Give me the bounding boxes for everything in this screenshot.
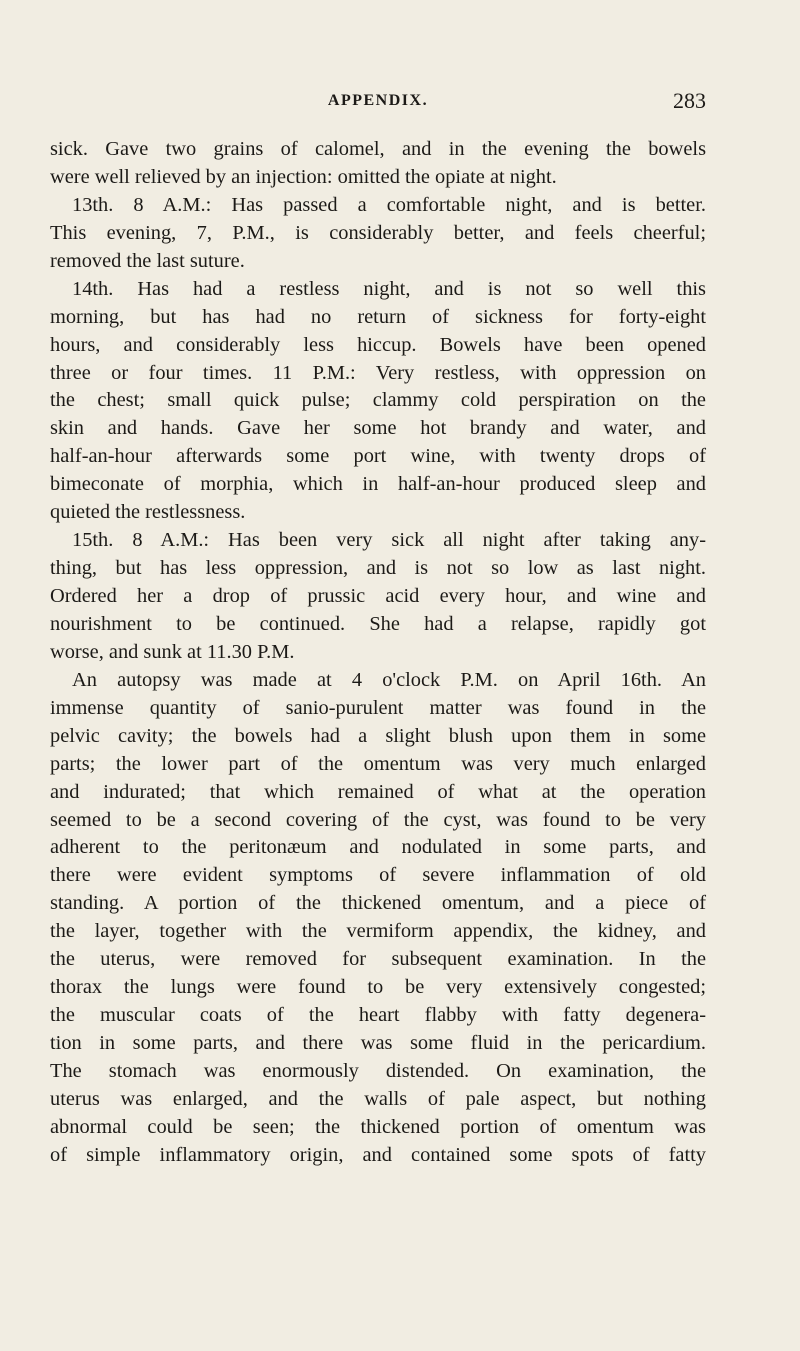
text-line: abnormal could be seen; the thickened portion of omentum was	[50, 1115, 706, 1138]
text-line: removed the last suture.	[50, 249, 245, 272]
text-line: An autopsy was made at 4 o'clock P.M. on April 16th. An	[72, 668, 706, 691]
text-line: there were evident symptoms of severe inflammation of old	[50, 864, 706, 887]
text-line: thing, but has less oppression, and is not so low as last night.	[50, 557, 706, 580]
text-line: three or four times. 11 P.M.: Very restless, with oppression on	[50, 361, 706, 384]
text-line: pelvic cavity; the bowels had a slight blush upon them in some	[50, 724, 706, 747]
text-line: the muscular coats of the heart flabby with fatty degenera-	[50, 1004, 706, 1027]
text-line: quieted the restlessness.	[50, 501, 246, 524]
text-line: 14th. Has had a restless night, and is not so well this	[72, 277, 706, 300]
running-title: APPENDIX.	[327, 92, 429, 109]
text-line: morning, but has had no return of sickness for forty-eight	[50, 305, 706, 328]
text-line: nourishment to be continued. She had a relapse, rapidly got	[50, 612, 706, 635]
text-line: the uterus, were removed for subsequent examination. In the	[50, 948, 706, 971]
text-line: the chest; small quick pulse; clammy cold perspiration on the	[50, 389, 706, 412]
running-head	[50, 88, 706, 116]
text-line: 13th. 8 A.M.: Has passed a comfortable night, and is better.	[72, 193, 706, 216]
text-line: worse, and sunk at 11.30 P.M.	[50, 640, 295, 663]
text-line: uterus was enlarged, and the walls of pale aspect, but nothing	[50, 1087, 706, 1110]
text-line: tion in some parts, and there was some fluid in the pericardium.	[50, 1032, 706, 1054]
text-line: adherent to the peritonæum and nodulated in some parts, and	[50, 836, 706, 859]
text-line: standing. A portion of the thickened omentum, and a piece of	[50, 892, 706, 915]
text-line: hours, and considerably less hiccup. Bowels have been opened	[50, 333, 706, 356]
text-line: This evening, 7, P.M., is considerably better, and feels cheerful;	[50, 221, 706, 244]
body-text	[50, 136, 706, 1170]
text-line: seemed to be a second covering of the cyst, was found to be very	[50, 808, 706, 831]
text-line: immense quantity of sanio-purulent matter was found in the	[50, 696, 706, 719]
text-line: of simple inflammatory origin, and contained some spots of fatty	[50, 1143, 706, 1166]
text-line: sick. Gave two grains of calomel, and in the evening the bowels	[50, 138, 706, 160]
text-line: bimeconate of morphia, which in half-an-hour produced sleep and	[50, 473, 706, 496]
text-line: half-an-hour afterwards some port wine, with twenty drops of	[50, 445, 706, 468]
page-number: 283	[673, 88, 706, 113]
text-line: 15th. 8 A.M.: Has been very sick all night after taking any-	[72, 529, 706, 552]
text-line: the layer, together with the vermiform appendix, the kidney, and	[50, 920, 706, 943]
text-line: Ordered her a drop of prussic acid every hour, and wine and	[50, 585, 706, 607]
text-line: The stomach was enormously distended. On examination, the	[50, 1059, 706, 1082]
text-line: thorax the lungs were found to be very extensively congested;	[50, 976, 706, 999]
text-line: parts; the lower part of the omentum was very much enlarged	[50, 752, 706, 775]
text-line: and indurated; that which remained of what at the operation	[50, 780, 706, 803]
text-line: were well relieved by an injection: omitted the opiate at night.	[50, 165, 557, 188]
text-line: skin and hands. Gave her some hot brandy and water, and	[50, 417, 706, 440]
